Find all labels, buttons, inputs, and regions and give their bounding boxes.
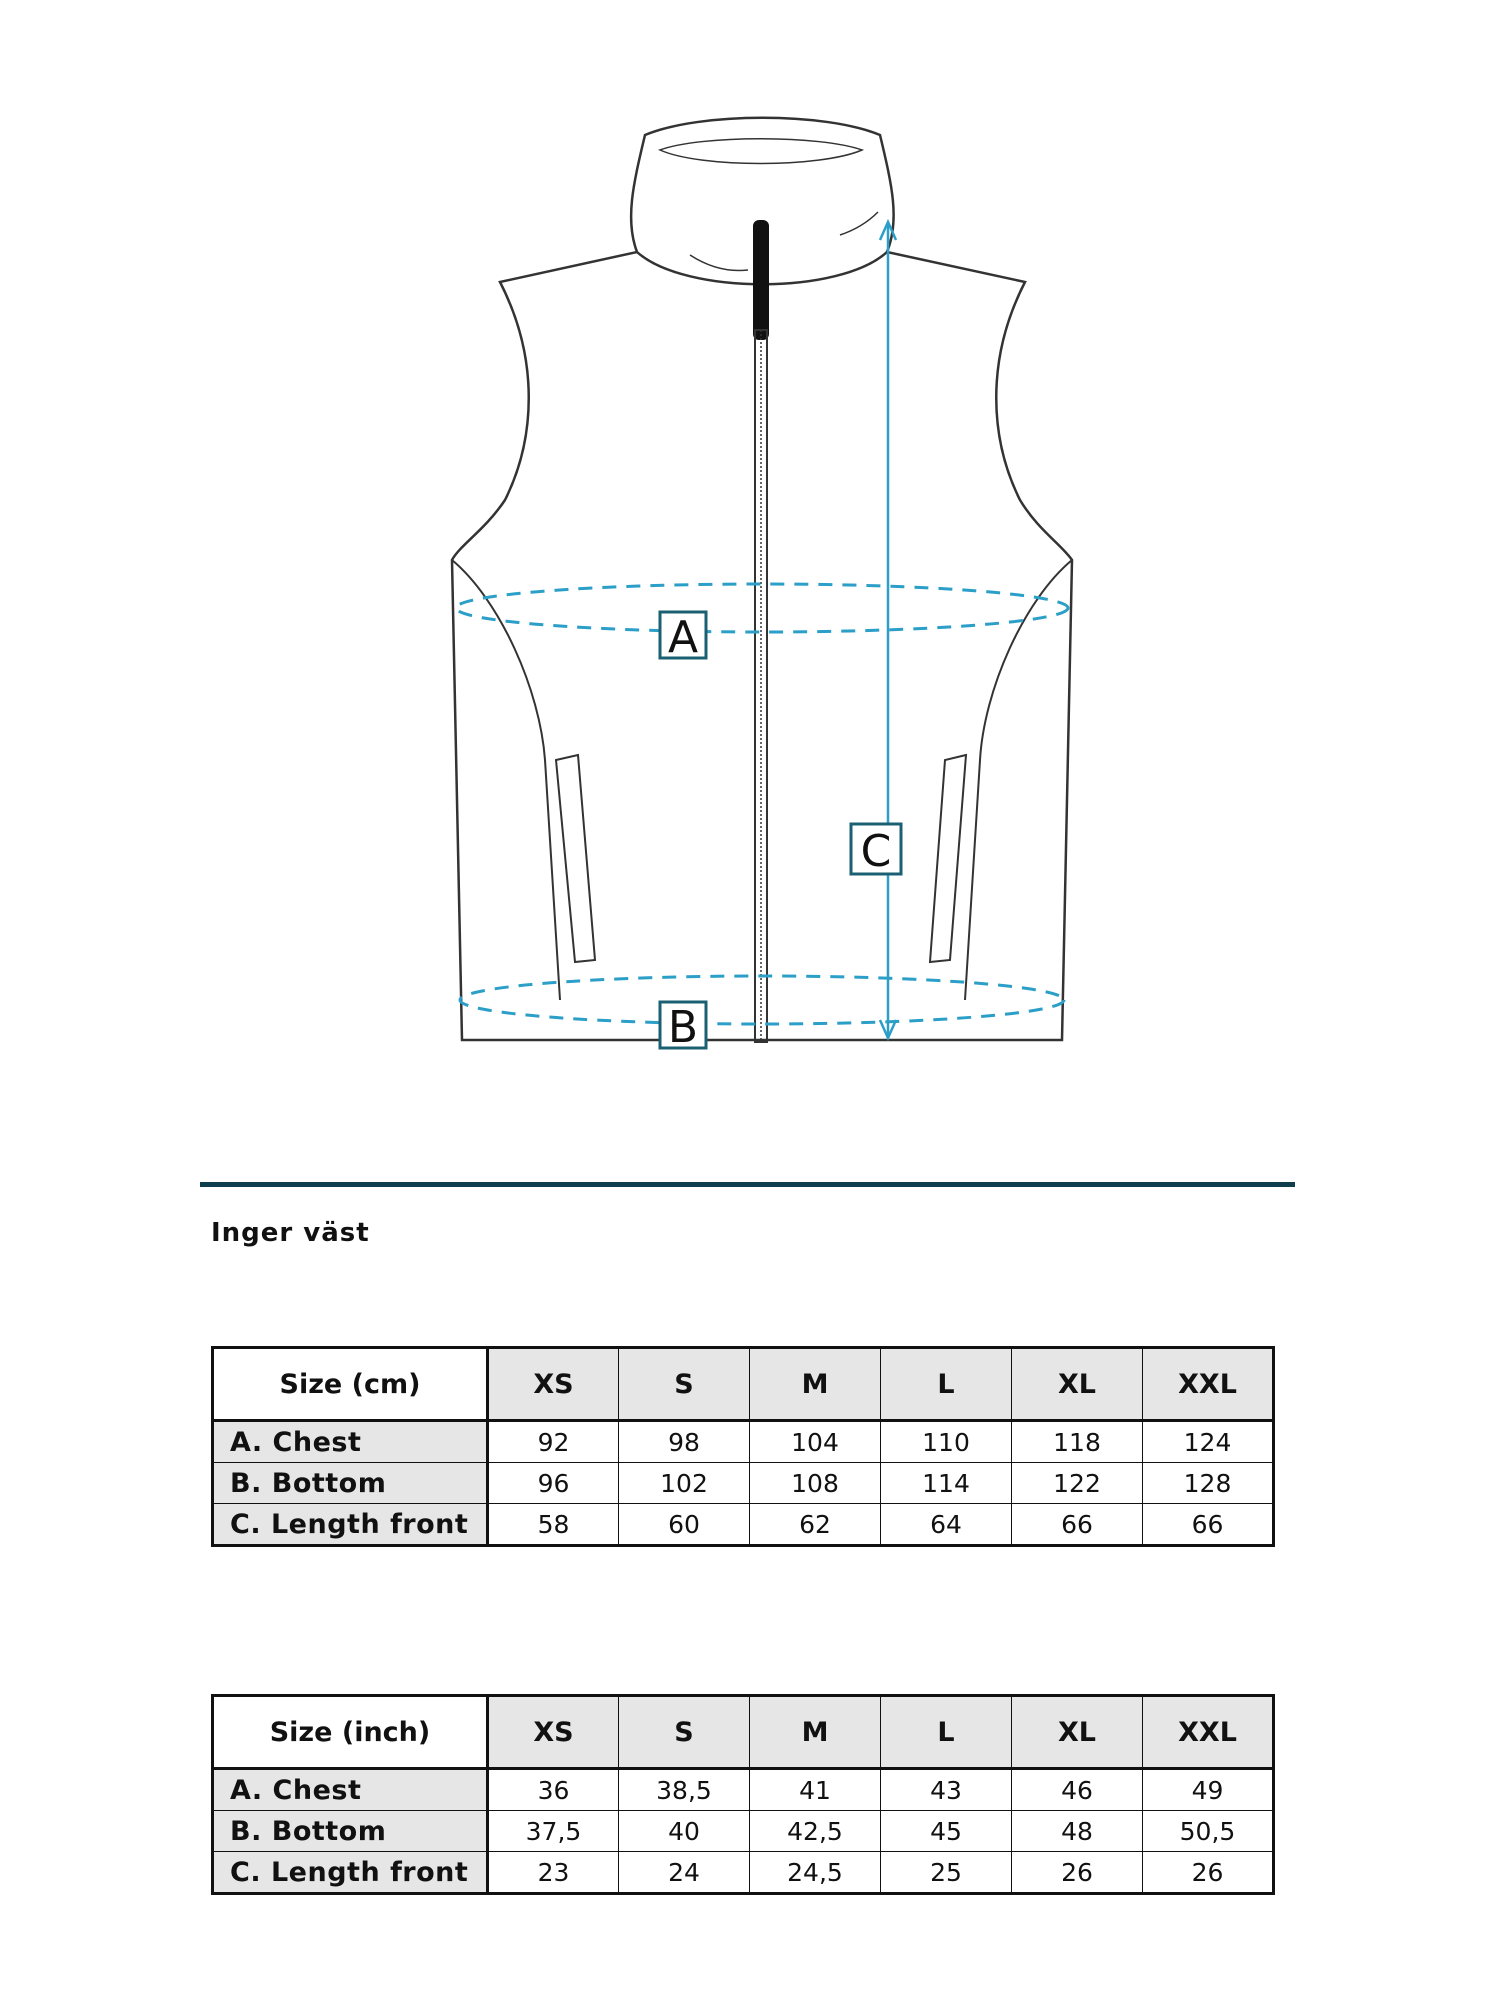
table-corner-label: Size (inch) bbox=[213, 1696, 488, 1769]
table-cell: 66 bbox=[1143, 1504, 1274, 1546]
marker-a-label: A bbox=[667, 612, 699, 663]
row-label: A. Chest bbox=[213, 1769, 488, 1811]
table-cell: 48 bbox=[1012, 1811, 1143, 1852]
bottom-measure-line bbox=[460, 976, 1064, 1024]
row-label: A. Chest bbox=[213, 1421, 488, 1463]
table-cell: 24 bbox=[619, 1852, 750, 1894]
table-cell: 38,5 bbox=[619, 1769, 750, 1811]
table-cell: 50,5 bbox=[1143, 1811, 1274, 1852]
table-cell: 46 bbox=[1012, 1769, 1143, 1811]
size-header: XL bbox=[1012, 1348, 1143, 1421]
table-cell: 60 bbox=[619, 1504, 750, 1546]
table-cell: 49 bbox=[1143, 1769, 1274, 1811]
table-cell: 122 bbox=[1012, 1463, 1143, 1504]
size-header: XL bbox=[1012, 1696, 1143, 1769]
table-row bbox=[213, 1769, 1274, 1811]
zipper-pull bbox=[753, 220, 769, 340]
right-pocket bbox=[930, 755, 966, 962]
size-header: S bbox=[619, 1348, 750, 1421]
table-cell: 98 bbox=[619, 1421, 750, 1463]
left-side-seam bbox=[452, 560, 560, 1000]
table-cell: 26 bbox=[1012, 1852, 1143, 1894]
section-divider bbox=[200, 1182, 1295, 1187]
table-cell: 104 bbox=[750, 1421, 881, 1463]
table-cell: 66 bbox=[1012, 1504, 1143, 1546]
table-cell: 24,5 bbox=[750, 1852, 881, 1894]
table-cell: 124 bbox=[1143, 1421, 1274, 1463]
table-cell: 36 bbox=[488, 1769, 619, 1811]
table-cell: 41 bbox=[750, 1769, 881, 1811]
table-cell: 64 bbox=[881, 1504, 1012, 1546]
table-cell: 26 bbox=[1143, 1852, 1274, 1894]
table-cell: 102 bbox=[619, 1463, 750, 1504]
table-cell: 43 bbox=[881, 1769, 1012, 1811]
table-cell: 96 bbox=[488, 1463, 619, 1504]
vest-body-outline bbox=[452, 252, 1072, 1040]
right-side-seam bbox=[965, 560, 1072, 1000]
table-cell: 58 bbox=[488, 1504, 619, 1546]
row-label: C. Length front bbox=[213, 1504, 488, 1546]
table-cell: 40 bbox=[619, 1811, 750, 1852]
table-cell: 128 bbox=[1143, 1463, 1274, 1504]
left-pocket bbox=[556, 755, 595, 962]
table-row bbox=[213, 1463, 1274, 1504]
size-table-inch bbox=[211, 1694, 1275, 1895]
size-header: L bbox=[881, 1696, 1012, 1769]
table-row bbox=[213, 1504, 1274, 1546]
row-label: B. Bottom bbox=[213, 1463, 488, 1504]
row-label: C. Length front bbox=[213, 1852, 488, 1894]
marker-b-label: B bbox=[667, 1002, 699, 1053]
table-row bbox=[213, 1852, 1274, 1894]
table-row bbox=[213, 1811, 1274, 1852]
table-header-row bbox=[213, 1348, 1274, 1421]
table-cell: 108 bbox=[750, 1463, 881, 1504]
table-cell: 92 bbox=[488, 1421, 619, 1463]
size-header: XS bbox=[488, 1348, 619, 1421]
size-header: XXL bbox=[1143, 1696, 1274, 1769]
product-title: Inger väst bbox=[211, 1218, 370, 1248]
table-cell: 118 bbox=[1012, 1421, 1143, 1463]
table-row bbox=[213, 1421, 1274, 1463]
table-cell: 110 bbox=[881, 1421, 1012, 1463]
size-header: L bbox=[881, 1348, 1012, 1421]
size-header: XS bbox=[488, 1696, 619, 1769]
table-header-row bbox=[213, 1696, 1274, 1769]
table-cell: 45 bbox=[881, 1811, 1012, 1852]
collar-crease-left bbox=[690, 255, 748, 270]
table-cell: 114 bbox=[881, 1463, 1012, 1504]
table-cell: 23 bbox=[488, 1852, 619, 1894]
table-cell: 37,5 bbox=[488, 1811, 619, 1852]
chest-measure-line bbox=[456, 584, 1068, 632]
collar-inner-fold bbox=[660, 139, 862, 164]
table-cell: 62 bbox=[750, 1504, 881, 1546]
collar-crease-right bbox=[840, 212, 878, 235]
size-header: XXL bbox=[1143, 1348, 1274, 1421]
table-cell: 25 bbox=[881, 1852, 1012, 1894]
size-table-cm bbox=[211, 1346, 1275, 1547]
marker-c-label: C bbox=[860, 826, 892, 877]
table-cell: 42,5 bbox=[750, 1811, 881, 1852]
size-header: M bbox=[750, 1696, 881, 1769]
table-corner-label: Size (cm) bbox=[213, 1348, 488, 1421]
size-header: M bbox=[750, 1348, 881, 1421]
size-header: S bbox=[619, 1696, 750, 1769]
row-label: B. Bottom bbox=[213, 1811, 488, 1852]
